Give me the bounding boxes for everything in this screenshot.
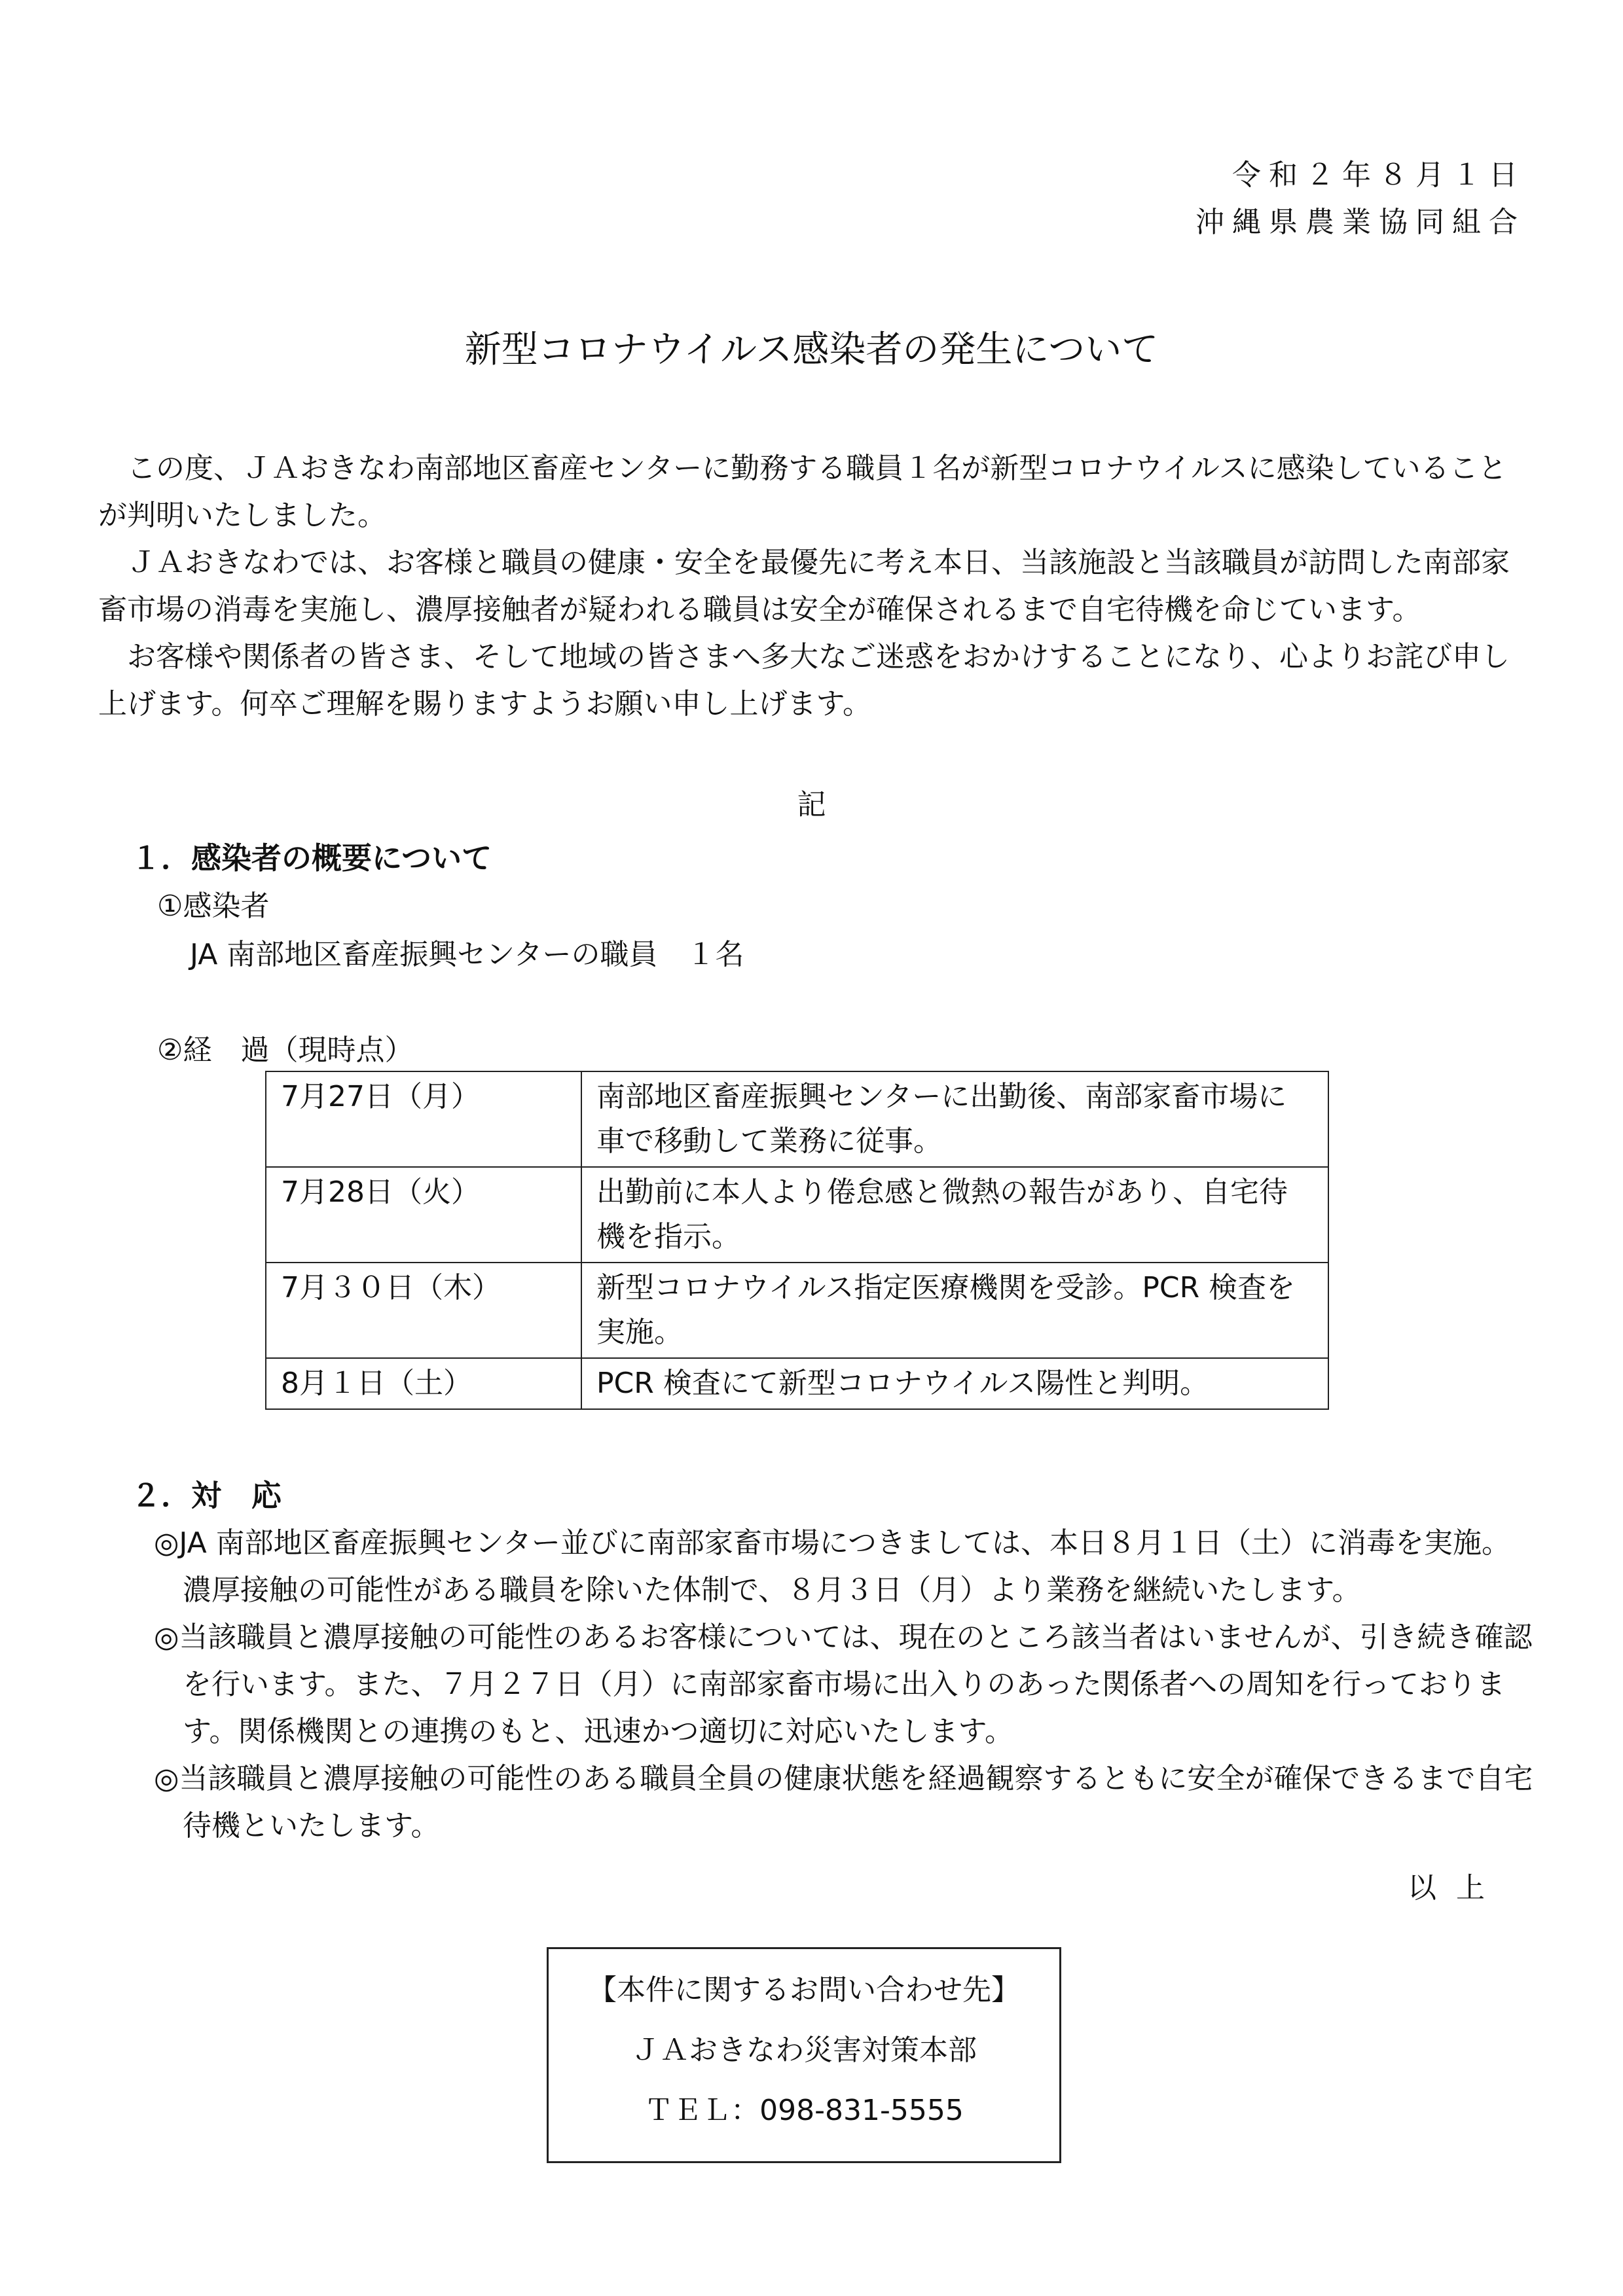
contact-office: ＪＡおきなわ災害対策本部 xyxy=(631,2034,977,2067)
page-title: 新型コロナウイルス感染者の発生について xyxy=(464,329,1159,371)
timeline-event: 新型コロナウイルス指定医療機関を受診。PCR 検査を実施。 xyxy=(581,1263,1328,1358)
timeline-event: 南部地区畜産振興センターに出勤後、南部家畜市場に車で移動して業務に従事。 xyxy=(581,1071,1328,1167)
timeline-date: 8月１日（土） xyxy=(266,1358,581,1409)
timeline-event: 出勤前に本人より倦怠感と微熱の報告があり、自宅待機を指示。 xyxy=(581,1167,1328,1263)
ki-marker: 記 xyxy=(797,788,826,821)
table-row xyxy=(266,1071,1328,1167)
section1-heading: １．感染者の概要について xyxy=(131,840,492,876)
closing-mark: 以上 xyxy=(1408,1871,1504,1905)
response-item: ◎当該職員と濃厚接触の可能性のあるお客様については、現在のところ該当者はいませんが、引き続き確認を行います。また、７月２７日（月）に南部家畜市場に出入りのあった関係者への周知を行っております。関係機関との連携のもと、迅速かつ適切に対応いたします。 xyxy=(154,1621,1533,1748)
response-list xyxy=(154,1520,1535,1850)
timeline-date: 7月28日（火） xyxy=(266,1167,581,1263)
response-item: ◎JA 南部地区畜産振興センター並びに南部家畜市場につきましては、本日８月１日（土）に消毒を実施。濃厚接触の可能性がある職員を除いた体制で、８月３日（月）より業務を継続いたします。 xyxy=(154,1526,1511,1607)
table-row xyxy=(266,1263,1328,1358)
timeline-date: 7月３０日（木） xyxy=(266,1263,581,1358)
timeline-table xyxy=(265,1071,1329,1410)
section2-heading: ２．対 応 xyxy=(131,1478,282,1513)
table-row xyxy=(266,1358,1328,1409)
infected-person-detail: JA 南部地区畜産振興センターの職員 １名 xyxy=(190,938,744,971)
response-item: ◎当該職員と濃厚接触の可能性のある職員全員の健康状態を経過観察するともに安全が確保できるまで自宅待機といたします。 xyxy=(154,1762,1533,1842)
table-row xyxy=(266,1167,1328,1263)
infected-person-label: ①感染者 xyxy=(157,889,270,923)
timeline-label: ②経 過（現時点） xyxy=(157,1033,414,1067)
intro-paragraph: この度、ＪＡおきなわ南部地区畜産センターに勤務する職員１名が新型コロナウイルスに感染していることが判明いたしました。 xyxy=(98,452,1507,532)
issuing-organization: 沖縄県農業協同組合 xyxy=(1195,206,1525,239)
contact-box xyxy=(547,1947,1061,2163)
intro-section xyxy=(98,445,1529,728)
intro-paragraph: ＪＡおきなわでは、お客様と職員の健康・安全を最優先に考え本日、当該施設と当該職員が訪問した南部家畜市場の消毒を実施し、濃厚接触者が疑われる職員は安全が確保されるまで自宅待機を命じています。 xyxy=(98,546,1510,626)
issue-date: 令和２年８月１日 xyxy=(1232,158,1525,192)
contact-heading: 【本件に関するお問い合わせ先】 xyxy=(588,1973,1020,2007)
contact-phone: ＴＥＬ：098-831-5555 xyxy=(644,2094,964,2127)
intro-paragraph: お客様や関係者の皆さま、そして地域の皆さまへ多大なご迷惑をおかけすることになり、心よりお詫び申し上げます。何卒ご理解を賜りますようお願い申し上げます。 xyxy=(98,640,1510,721)
timeline-event: PCR 検査にて新型コロナウイルス陽性と判明。 xyxy=(581,1358,1328,1409)
document-header xyxy=(982,152,1525,246)
timeline-date: 7月27日（月） xyxy=(266,1071,581,1167)
